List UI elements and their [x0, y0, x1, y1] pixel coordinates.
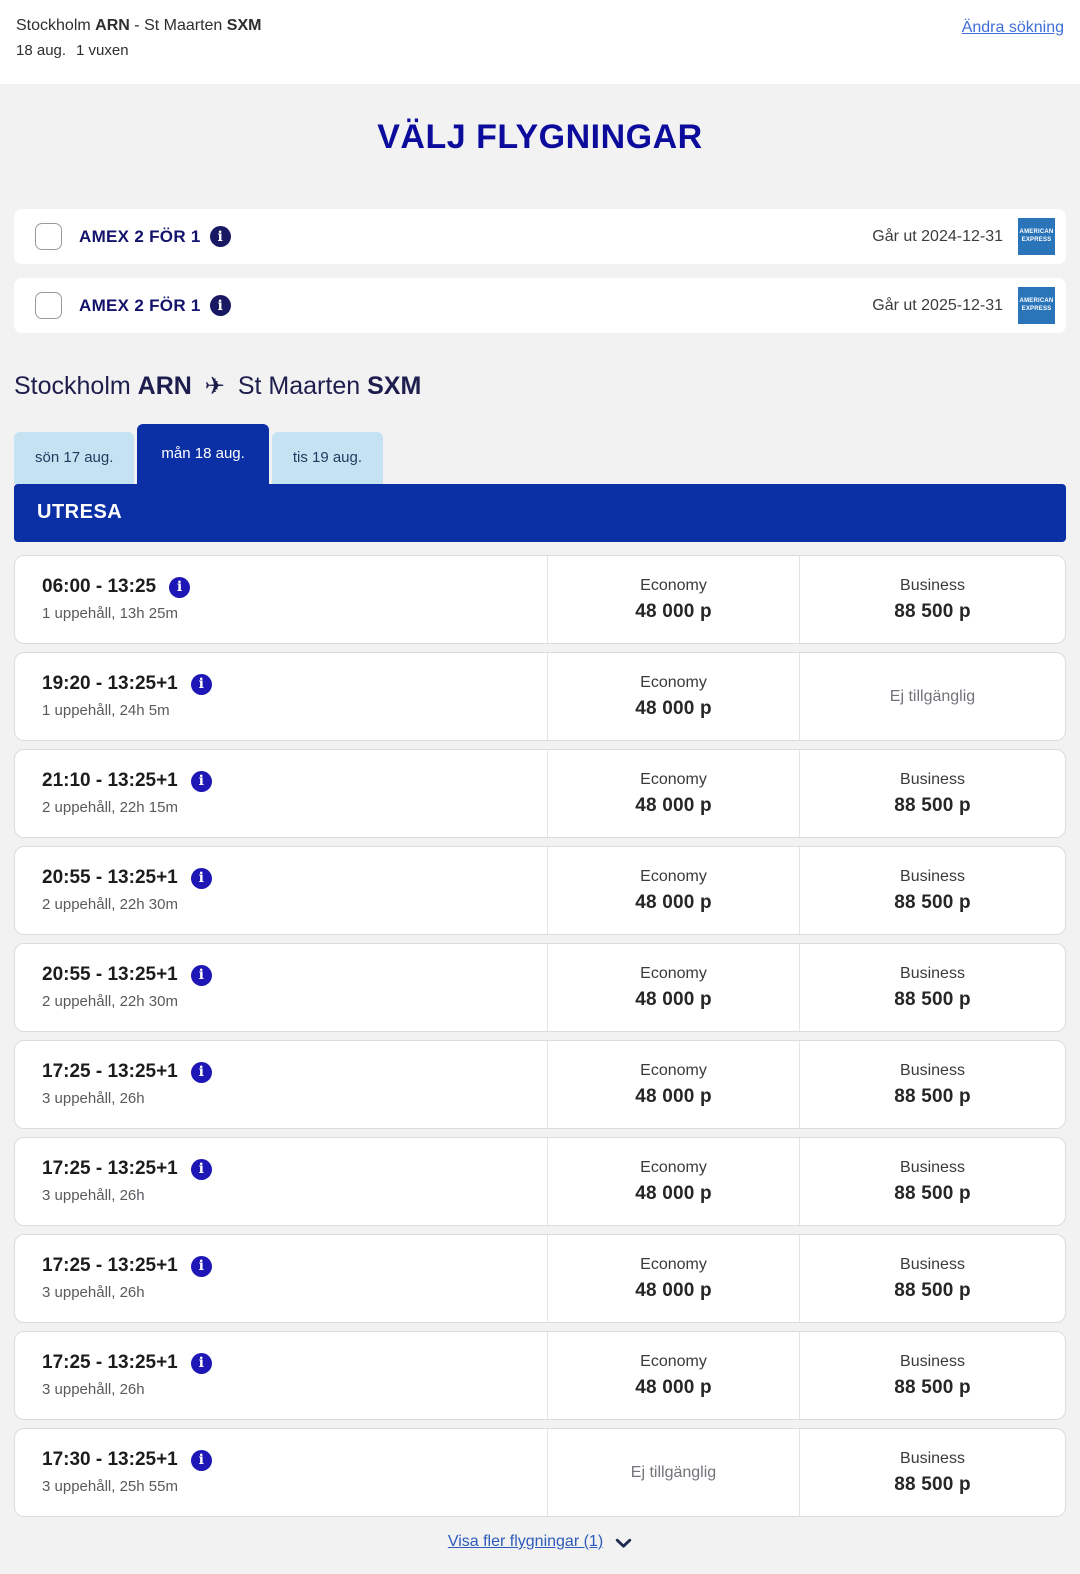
info-icon[interactable]: i [191, 868, 212, 889]
airplane-icon: ✈ [204, 372, 225, 400]
info-icon[interactable]: i [191, 1159, 212, 1180]
flight-row [14, 749, 1066, 838]
info-icon[interactable]: i [191, 1256, 212, 1277]
summary-route [16, 17, 261, 35]
date-tabs [14, 424, 1066, 484]
business-cabin-label: Business [900, 1158, 965, 1176]
flight-info [15, 1235, 548, 1322]
route-from-city: Stockholm [14, 372, 131, 400]
flight-time-line [42, 1352, 547, 1374]
economy-cabin-label: Economy [640, 1158, 707, 1176]
route-to-city: St Maarten [237, 372, 361, 400]
promo-expiry: Går ut 2025-12-31 [872, 296, 1003, 314]
business-price: 88 500 p [894, 794, 971, 816]
flight-stops: 2 uppehåll, 22h 15m [42, 799, 178, 816]
flight-time: 17:25 - 13:25+1 [42, 1061, 178, 1082]
flight-info [15, 1138, 548, 1225]
economy-cabin-label: Economy [640, 867, 707, 885]
amex-promo-card-1 [14, 209, 1066, 264]
promo-right [872, 218, 1055, 255]
economy-fare-cell[interactable] [548, 1235, 800, 1322]
economy-price: 48 000 p [635, 697, 712, 719]
business-price: 88 500 p [894, 1182, 971, 1204]
business-price: 88 500 p [894, 988, 971, 1010]
outbound-banner: UTRESA [14, 484, 1066, 542]
economy-cabin-label: Economy [640, 673, 707, 691]
business-price: 88 500 p [894, 1279, 971, 1301]
amex-promo-checkbox[interactable] [35, 292, 62, 319]
economy-cabin-label: Economy [640, 576, 707, 594]
economy-fare-cell[interactable] [548, 1332, 800, 1419]
info-icon[interactable]: i [191, 1353, 212, 1374]
economy-fare-cell[interactable] [548, 944, 800, 1031]
business-cabin-label: Business [900, 964, 965, 982]
economy-fare-cell[interactable] [548, 1041, 800, 1128]
flight-stops: 3 uppehåll, 25h 55m [42, 1478, 178, 1495]
economy-cabin-label: Economy [640, 1255, 707, 1273]
flight-info [15, 1332, 548, 1419]
show-more-flights-link[interactable]: Visa fler flygningar (1) [447, 1533, 604, 1550]
flight-time: 17:25 - 13:25+1 [42, 1352, 178, 1373]
economy-fare-cell[interactable] [548, 556, 800, 643]
business-price: 88 500 p [894, 891, 971, 913]
economy-price: 48 000 p [635, 1182, 712, 1204]
flight-info [15, 1429, 548, 1516]
unavailable-label: Ej tillgänglig [889, 687, 976, 705]
flight-time: 21:10 - 13:25+1 [42, 770, 178, 791]
date-tab-label: mån 18 aug. [161, 445, 245, 462]
flight-row [14, 1331, 1066, 1420]
flight-row [14, 1428, 1066, 1517]
summary-details [16, 42, 261, 59]
business-fare-cell[interactable] [800, 944, 1065, 1031]
flight-time-line [42, 770, 547, 792]
amex-logo-line1: AMERICAN [1019, 229, 1054, 236]
economy-price: 48 000 p [635, 988, 712, 1010]
business-fare-cell[interactable] [800, 1235, 1065, 1322]
amex-logo-line2: EXPRESS [1021, 305, 1052, 312]
business-fare-cell[interactable] [800, 750, 1065, 837]
flight-stops: 3 uppehåll, 26h [42, 1284, 145, 1301]
flight-info [15, 750, 548, 837]
summary-to-city: St Maarten [144, 17, 223, 34]
economy-cabin-label: Economy [640, 770, 707, 788]
promo-section [14, 209, 1066, 333]
economy-cabin-label: Economy [640, 964, 707, 982]
change-search-link[interactable]: Ändra sökning [961, 19, 1064, 36]
flight-info [15, 1041, 548, 1128]
summary-dash: - [134, 17, 140, 34]
route-to-code: SXM [367, 372, 422, 400]
flight-time: 17:30 - 13:25+1 [42, 1449, 178, 1470]
business-cabin-label: Business [900, 867, 965, 885]
business-fare-cell[interactable] [800, 1332, 1065, 1419]
main-content [0, 209, 1080, 1551]
page-title: VÄLJ FLYGNINGAR [377, 118, 703, 156]
economy-fare-cell[interactable] [548, 1429, 800, 1516]
flight-time-line [42, 1061, 547, 1083]
business-fare-cell[interactable] [800, 556, 1065, 643]
economy-fare-cell[interactable] [548, 1138, 800, 1225]
date-tab-label: sön 17 aug. [35, 449, 114, 466]
flight-time-line [42, 673, 547, 695]
info-icon[interactable]: i [210, 295, 231, 316]
economy-price: 48 000 p [635, 600, 712, 622]
flight-stops: 2 uppehåll, 22h 30m [42, 896, 178, 913]
flight-info [15, 653, 548, 740]
amex-logo-line1: AMERICAN [1019, 298, 1054, 305]
amex-promo-checkbox[interactable] [35, 223, 62, 250]
flight-list [14, 555, 1066, 1517]
business-fare-cell[interactable] [800, 1041, 1065, 1128]
amex-logo-line2: EXPRESS [1021, 236, 1052, 243]
business-cabin-label: Business [900, 576, 965, 594]
business-fare-cell[interactable] [800, 653, 1065, 740]
flight-time: 17:25 - 13:25+1 [42, 1158, 178, 1179]
summary-from-code: ARN [95, 17, 130, 34]
top-header [0, 0, 1080, 84]
economy-cabin-label: Economy [640, 1061, 707, 1079]
flight-row [14, 652, 1066, 741]
economy-fare-cell[interactable] [548, 750, 800, 837]
flight-time: 06:00 - 13:25 [42, 576, 157, 597]
business-price: 88 500 p [894, 1085, 971, 1107]
date-tab-2[interactable] [272, 432, 383, 484]
flight-time-line [42, 1449, 547, 1471]
flight-stops: 2 uppehåll, 22h 30m [42, 993, 178, 1010]
business-price: 88 500 p [894, 1473, 971, 1495]
flight-row [14, 555, 1066, 644]
business-cabin-label: Business [900, 1449, 965, 1467]
unavailable-label: Ej tillgänglig [630, 1463, 717, 1481]
summary-from-city: Stockholm [16, 17, 91, 34]
info-icon[interactable]: i [191, 771, 212, 792]
info-icon[interactable]: i [210, 226, 231, 247]
business-cabin-label: Business [900, 1061, 965, 1079]
flight-time: 17:25 - 13:25+1 [42, 1255, 178, 1276]
flight-time-line [42, 867, 547, 889]
info-icon[interactable]: i [191, 965, 212, 986]
economy-price: 48 000 p [635, 1279, 712, 1301]
flight-time: 20:55 - 13:25+1 [42, 867, 178, 888]
economy-price: 48 000 p [635, 891, 712, 913]
flight-stops: 3 uppehåll, 26h [42, 1381, 145, 1398]
flight-info [15, 556, 548, 643]
economy-fare-cell[interactable] [548, 847, 800, 934]
date-tab-1[interactable] [137, 424, 268, 484]
flight-stops: 3 uppehåll, 26h [42, 1187, 145, 1204]
business-cabin-label: Business [900, 1255, 965, 1273]
info-icon[interactable]: i [169, 577, 190, 598]
flight-row [14, 1137, 1066, 1226]
search-summary [16, 17, 261, 59]
info-icon[interactable]: i [191, 1450, 212, 1471]
flight-time-line [42, 576, 547, 598]
promo-expiry: Går ut 2024-12-31 [872, 227, 1003, 245]
flight-info [15, 944, 548, 1031]
amex-promo-label: AMEX 2 FÖR 1 [79, 226, 201, 246]
business-cabin-label: Business [900, 1352, 965, 1370]
amex-logo-icon [1018, 218, 1055, 255]
business-cabin-label: Business [900, 770, 965, 788]
flight-info [15, 847, 548, 934]
flight-row [14, 846, 1066, 935]
route-from-code: ARN [137, 372, 192, 400]
route-header [14, 372, 1066, 401]
economy-price: 48 000 p [635, 794, 712, 816]
amex-promo-label: AMEX 2 FÖR 1 [79, 295, 201, 315]
business-fare-cell[interactable] [800, 1138, 1065, 1225]
amex-logo-icon [1018, 287, 1055, 324]
economy-price: 48 000 p [635, 1085, 712, 1107]
flight-stops: 1 uppehåll, 24h 5m [42, 702, 170, 719]
flight-row [14, 943, 1066, 1032]
flight-time: 19:20 - 13:25+1 [42, 673, 178, 694]
promo-right [872, 287, 1055, 324]
business-price: 88 500 p [894, 1376, 971, 1398]
flight-time-line [42, 1158, 547, 1180]
summary-date: 18 aug. [16, 42, 67, 59]
date-tab-label: tis 19 aug. [292, 449, 363, 466]
flight-row [14, 1234, 1066, 1323]
info-icon[interactable]: i [191, 1062, 212, 1083]
flight-time-line [42, 964, 547, 986]
date-tab-0[interactable] [14, 432, 134, 484]
info-icon[interactable]: i [191, 674, 212, 695]
flight-stops: 1 uppehåll, 13h 25m [42, 605, 178, 622]
economy-cabin-label: Economy [640, 1352, 707, 1370]
show-more-row [14, 1533, 1066, 1551]
summary-passengers: 1 vuxen [76, 42, 129, 59]
economy-fare-cell[interactable] [548, 653, 800, 740]
flight-stops: 3 uppehåll, 26h [42, 1090, 145, 1107]
economy-price: 48 000 p [635, 1376, 712, 1398]
business-fare-cell[interactable] [800, 847, 1065, 934]
chevron-down-icon[interactable] [615, 1538, 632, 1549]
summary-to-code: SXM [226, 17, 262, 34]
business-price: 88 500 p [894, 600, 971, 622]
flight-row [14, 1040, 1066, 1129]
flight-time: 20:55 - 13:25+1 [42, 964, 178, 985]
flight-time-line [42, 1255, 547, 1277]
business-fare-cell[interactable] [800, 1429, 1065, 1516]
amex-promo-card-2 [14, 278, 1066, 333]
